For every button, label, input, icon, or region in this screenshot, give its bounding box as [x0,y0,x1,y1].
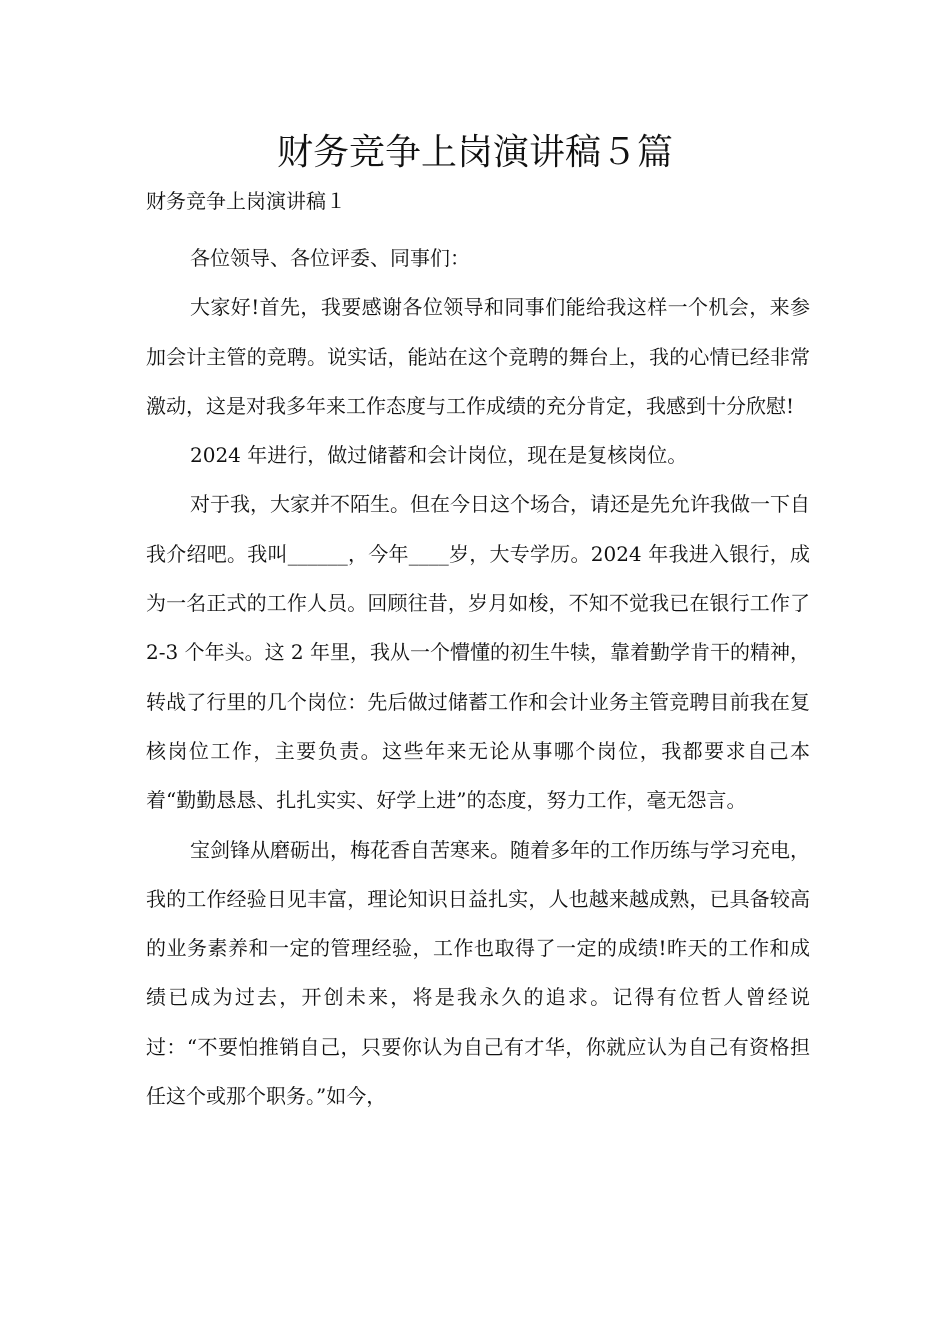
paragraph-self-introduction: 对于我，大家并不陌生。但在今日这个场合，请还是先允许我做一下自我介绍吧。我叫______，今年____岁，大专学历。2024 年我进入银行，成为一名正式的工作人员。回顾往昔，岁月如梭，不知不觉我已在银行工作了 2-3 个年头。这 2 年里，我从一个懵懂的初生牛犊，靠着勤学肯干的精神，转战了行里的几个岗位：先后做过储蓄工作和会计业务主管竞聘目前我在复核岗位工作，主要负责。这些年来无论从事哪个岗位，我都要求自己本着“勤勤恳恳、扎扎实实、好学上进”的态度，努力工作，毫无怨言。 [146,492,811,813]
paragraph-positions: 2024 年进行，做过储蓄和会计岗位，现在是复核岗位。 [190,443,688,468]
document-title: 财务竞争上岗演讲稿５篇 [276,132,673,173]
document-body [146,234,810,1121]
paragraph-experience: 宝剑锋从磨砺出，梅花香自苦寒来。随着多年的工作历练与学习充电，我的工作经验日见丰富，理论知识日益扎实，人也越来越成熟，已具备较高的业务素养和一定的管理经验，工作也取得了一定的成绩!昨天的工作和成绩已成为过去，开创未来，将是我永久的追求。记得有位哲人曾经说过：“不要怕推销自己，只要你认为自己有才华，你就应认为自己有资格担任这个或那个职务。”如今， [146,837,810,1109]
section-heading: 财务竞争上岗演讲稿１ [146,189,346,213]
paragraph-greeting: 各位领导、各位评委、同事们： [190,246,470,270]
paragraph-opening: 大家好!首先，我要感谢各位领导和同事们能给我这样一个机会，来参加会计主管的竞聘。说实话，能站在这个竞聘的舞台上，我的心情已经非常激动，这是对我多年来工作态度与工作成绩的充分肯定，我感到十分欣慰! [146,295,810,418]
